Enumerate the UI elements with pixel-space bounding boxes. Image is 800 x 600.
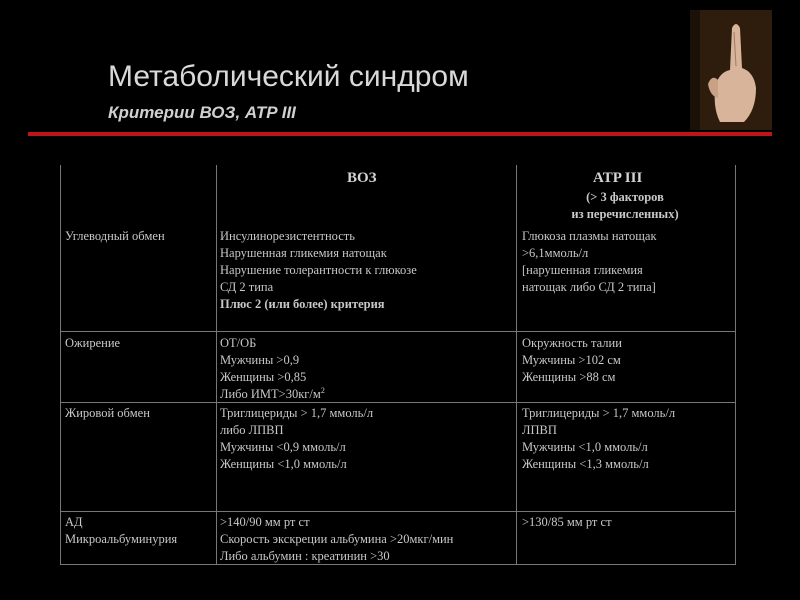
slide-subtitle: Критерии ВОЗ, ATP III [108,103,296,122]
row-obesity-atp: Окружность талии Мужчины >102 см Женщины >88 см [522,336,622,384]
header-who: ВОЗ [347,170,377,186]
header-atp: ATP III [593,170,643,186]
row-lipid-label: Жировой обмен [65,406,150,420]
hand-icon [690,10,772,130]
row-lipid-who: Триглицериды > 1,7 ммоль/л либо ЛПВП Мужчины <0,9 ммоль/л Женщины <1,0 ммоль/л [220,406,374,471]
header-atp-note: (> 3 факторов из перечисленных) [571,190,679,221]
row-obesity-label: Ожирение [65,336,121,350]
row-lipid-atp: Триглицериды > 1,7 ммоль/л ЛПВП Мужчины <1,0 ммоль/л Женщины <1,3 ммоль/л [522,406,676,471]
row-carbohydrate-atp: Глюкоза плазмы натощак >6,1ммоль/л [нарушенная гликемия натощак либо СД 2 типа] [522,229,657,294]
row-pressure-label: АД Микроальбуминурия [65,515,178,546]
slide-title: Метаболический синдром [108,60,469,93]
row-pressure-atp: >130/85 мм рт ст [522,515,612,529]
title-divider [28,132,772,136]
row-carbohydrate-label: Углеводный обмен [65,229,165,243]
row-obesity-who: ОТ/ОБ Мужчины >0,9 Женщины >0,85 Либо $ИМТ>30кг/м^2$ [220,336,325,401]
row-pressure-who: >140/90 мм рт ст Скорость экскреции альбумина >20мкг/мин Либо альбумин : креатинин >30 [220,515,454,563]
criteria-table [60,165,736,565]
raised-finger-image [690,10,772,130]
row-carbohydrate-who: Инсулинорезистентность Нарушенная гликемия натощак Нарушение толерантности к глюкозе СД 2 типа Плюс 2 (или более) критерия [220,229,417,311]
